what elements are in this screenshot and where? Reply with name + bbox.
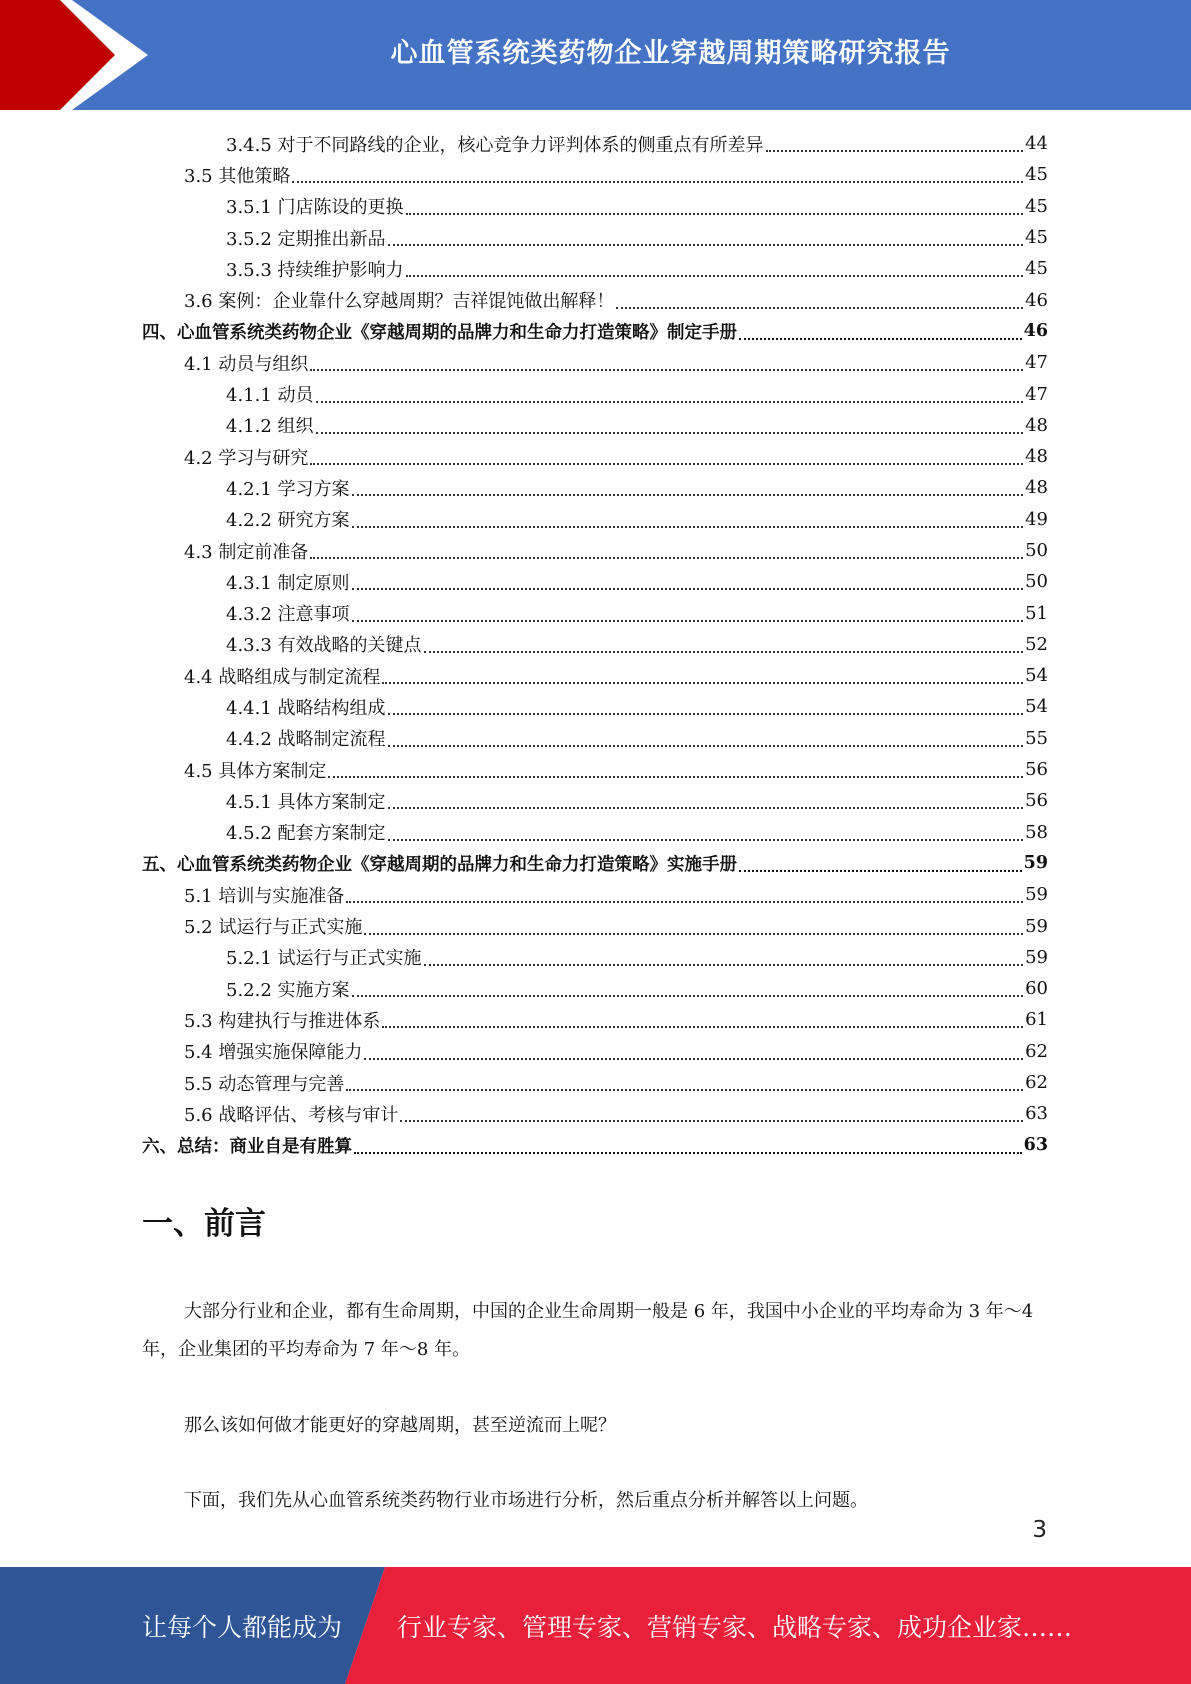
toc-entry-label: 5.6 战略评估、考核与审计 bbox=[184, 1104, 399, 1126]
footer-slogan-left: 让每个人都能成为 bbox=[142, 1612, 343, 1642]
toc-entry-page: 46 bbox=[1023, 321, 1048, 342]
toc-entry[interactable] bbox=[142, 754, 1048, 785]
toc-entry-page: 59 bbox=[1025, 915, 1048, 937]
toc-dot-leader bbox=[400, 1119, 1023, 1122]
toc-entry[interactable] bbox=[142, 159, 1048, 190]
toc-entry-label: 3.5 其他策略 bbox=[184, 165, 291, 187]
toc-entry-label: 5.3 构建执行与推进体系 bbox=[184, 1010, 381, 1032]
toc-entry[interactable] bbox=[142, 942, 1048, 973]
toc-entry-label: 4.4.1 战略结构组成 bbox=[226, 697, 386, 719]
toc-dot-leader bbox=[616, 306, 1023, 309]
toc-entry-page: 56 bbox=[1025, 790, 1048, 812]
toc-dot-leader bbox=[346, 900, 1023, 903]
toc-entry-label: 4.5.1 具体方案制定 bbox=[226, 791, 386, 813]
toc-dot-leader bbox=[310, 368, 1023, 371]
toc-entry-page: 55 bbox=[1025, 727, 1048, 749]
toc-dot-leader bbox=[354, 1151, 1022, 1154]
toc-entry-page: 50 bbox=[1025, 540, 1048, 561]
toc-entry-page: 59 bbox=[1025, 884, 1048, 906]
toc-dot-leader bbox=[424, 650, 1024, 653]
section-heading: 一、前言 bbox=[142, 1206, 266, 1242]
toc-entry[interactable] bbox=[142, 723, 1048, 754]
toc-entry-label: 4.2 学习与研究 bbox=[184, 447, 309, 469]
toc-dot-leader bbox=[406, 212, 1024, 215]
toc-dot-leader bbox=[310, 556, 1023, 559]
toc-entry-page: 63 bbox=[1025, 1103, 1048, 1125]
toc-entry-page: 45 bbox=[1025, 164, 1048, 186]
page-footer bbox=[0, 1567, 1191, 1684]
toc-entry-label: 4.1 动员与组织 bbox=[184, 353, 309, 375]
toc-entry-label: 4.5.2 配套方案制定 bbox=[226, 823, 386, 845]
toc-entry-label: 4.3.3 有效战略的关键点 bbox=[226, 635, 422, 657]
toc-entry-label: 5.1 培训与实施准备 bbox=[184, 885, 345, 907]
toc-dot-leader bbox=[739, 337, 1022, 340]
toc-entry-page: 50 bbox=[1025, 571, 1048, 593]
toc-dot-leader bbox=[388, 744, 1024, 747]
toc-dot-leader bbox=[388, 712, 1024, 715]
toc-entry-page: 48 bbox=[1025, 446, 1048, 468]
toc-entry-label: 5.2.2 实施方案 bbox=[226, 979, 350, 1001]
toc-dot-leader bbox=[328, 775, 1023, 778]
report-title: 心血管系统类药物企业穿越周期策略研究报告 bbox=[390, 37, 951, 69]
toc-entry[interactable] bbox=[142, 222, 1048, 253]
toc-entry-label: 3.4.5 对于不同路线的企业，核心竞争力评判体系的侧重点有所差异 bbox=[226, 134, 764, 156]
toc-entry[interactable] bbox=[142, 316, 1048, 347]
toc-dot-leader bbox=[766, 149, 1024, 152]
toc-entry[interactable] bbox=[142, 128, 1048, 159]
toc-entry-page: 47 bbox=[1025, 352, 1048, 374]
toc-entry-page: 47 bbox=[1025, 383, 1048, 405]
toc-entry[interactable] bbox=[142, 253, 1048, 284]
paragraph-question: 那么该如何做才能更好的穿越周期，甚至逆流而上呢？ bbox=[184, 1415, 616, 1436]
toc-dot-leader bbox=[364, 932, 1023, 935]
toc-entry[interactable] bbox=[142, 629, 1048, 660]
toc-entry-label: 4.5 具体方案制定 bbox=[184, 760, 327, 782]
toc-dot-leader bbox=[352, 493, 1024, 496]
toc-dot-leader bbox=[352, 994, 1024, 997]
footer-slogan-right: 行业专家、管理专家、营销专家、战略专家、成功企业家…… bbox=[397, 1612, 1073, 1642]
toc-dot-leader bbox=[388, 838, 1024, 841]
toc-entry-page: 63 bbox=[1023, 1135, 1048, 1156]
toc-entry-page: 45 bbox=[1025, 195, 1048, 217]
toc-entry-page: 59 bbox=[1025, 946, 1048, 968]
toc-entry[interactable] bbox=[142, 1004, 1048, 1035]
toc-entry[interactable] bbox=[142, 504, 1048, 535]
toc-entry[interactable] bbox=[142, 1067, 1048, 1098]
page-number: 3 bbox=[1032, 1517, 1047, 1543]
toc-dot-leader bbox=[406, 274, 1024, 277]
toc-entry-label: 5.5 动态管理与完善 bbox=[184, 1073, 345, 1095]
toc-entry-label: 5.2.1 试运行与正式实施 bbox=[226, 948, 422, 970]
toc-entry[interactable] bbox=[142, 785, 1048, 816]
toc-entry-label: 4.2.1 学习方案 bbox=[226, 478, 350, 500]
toc-entry-label: 六、总结：商业自是有胜算 bbox=[142, 1136, 352, 1157]
toc-entry[interactable] bbox=[142, 848, 1048, 879]
table-of-contents bbox=[142, 128, 1048, 1161]
toc-entry-label: 3.5.1 门店陈设的更换 bbox=[226, 197, 404, 219]
toc-dot-leader bbox=[382, 681, 1023, 684]
toc-dot-leader bbox=[316, 431, 1024, 434]
toc-entry[interactable] bbox=[142, 378, 1048, 409]
toc-entry[interactable] bbox=[142, 879, 1048, 910]
toc-dot-leader bbox=[316, 400, 1024, 403]
toc-dot-leader bbox=[739, 869, 1022, 872]
toc-entry-label: 4.1.2 组织 bbox=[226, 416, 314, 438]
toc-entry-label: 4.2.2 研究方案 bbox=[226, 510, 350, 532]
toc-entry[interactable] bbox=[142, 817, 1048, 848]
page-header bbox=[0, 0, 1191, 110]
toc-dot-leader bbox=[388, 806, 1024, 809]
toc-entry-label: 4.3 制定前准备 bbox=[184, 541, 309, 563]
toc-entry[interactable] bbox=[142, 472, 1048, 503]
toc-entry[interactable] bbox=[142, 347, 1048, 378]
toc-entry-label: 3.5.3 持续维护影响力 bbox=[226, 259, 404, 281]
toc-dot-leader bbox=[346, 1088, 1023, 1091]
toc-entry-page: 59 bbox=[1023, 853, 1048, 874]
toc-entry[interactable] bbox=[142, 910, 1048, 941]
toc-entry[interactable] bbox=[142, 597, 1048, 628]
toc-entry-label: 5.4 增强实施保障能力 bbox=[184, 1042, 363, 1064]
toc-entry-page: 61 bbox=[1025, 1009, 1048, 1031]
toc-entry[interactable] bbox=[142, 191, 1048, 222]
toc-entry[interactable] bbox=[142, 410, 1048, 441]
toc-entry-page: 52 bbox=[1025, 633, 1048, 655]
toc-entry[interactable] bbox=[142, 1098, 1048, 1129]
toc-entry-page: 48 bbox=[1025, 414, 1048, 436]
toc-entry-page: 46 bbox=[1025, 289, 1048, 311]
toc-entry-page: 54 bbox=[1025, 665, 1048, 687]
toc-entry-label: 3.5.2 定期推出新品 bbox=[226, 228, 386, 250]
paragraph-plan: 下面，我们先从心血管系统类药物行业市场进行分析，然后重点分析并解答以上问题。 bbox=[184, 1490, 868, 1511]
toc-entry[interactable] bbox=[142, 441, 1048, 472]
toc-entry-label: 4.1.1 动员 bbox=[226, 385, 314, 407]
toc-entry[interactable] bbox=[142, 535, 1048, 566]
toc-entry-page: 49 bbox=[1025, 508, 1048, 530]
toc-entry-page: 45 bbox=[1025, 258, 1048, 280]
toc-dot-leader bbox=[388, 243, 1024, 246]
toc-entry[interactable] bbox=[142, 973, 1048, 1004]
toc-dot-leader bbox=[292, 180, 1023, 183]
toc-entry-label: 五、心血管系统类药物企业《穿越周期的品牌力和生命力打造策略》实施手册 bbox=[142, 854, 737, 875]
toc-entry-page: 58 bbox=[1025, 821, 1048, 843]
toc-entry-page: 56 bbox=[1025, 759, 1048, 781]
toc-dot-leader bbox=[424, 963, 1024, 966]
toc-entry-label: 4.3.1 制定原则 bbox=[226, 572, 350, 594]
toc-dot-leader bbox=[352, 587, 1024, 590]
toc-entry-page: 45 bbox=[1025, 227, 1048, 249]
toc-dot-leader bbox=[310, 462, 1023, 465]
toc-dot-leader bbox=[382, 1025, 1023, 1028]
toc-entry-label: 3.6 案例：企业靠什么穿越周期？吉祥馄饨做出解释！ bbox=[184, 291, 615, 313]
toc-entry-page: 54 bbox=[1025, 696, 1048, 718]
toc-dot-leader bbox=[352, 619, 1024, 622]
toc-entry-label: 4.4.2 战略制定流程 bbox=[226, 729, 386, 751]
toc-entry[interactable] bbox=[142, 566, 1048, 597]
toc-dot-leader bbox=[364, 1057, 1023, 1060]
toc-entry-page: 62 bbox=[1025, 1072, 1048, 1094]
toc-dot-leader bbox=[352, 525, 1024, 528]
toc-entry-label: 四、心血管系统类药物企业《穿越周期的品牌力和生命力打造策略》制定手册 bbox=[142, 322, 737, 343]
paragraph-lifecycle: 大部分行业和企业，都有生命周期，中国的企业生命周期一般是 6 年，我国中小企业的平均寿命为 3 年～4 年，企业集团的平均寿命为 7 年～8 年。 bbox=[142, 1301, 1034, 1360]
toc-entry-page: 51 bbox=[1025, 602, 1048, 624]
toc-entry-label: 4.4 战略组成与制定流程 bbox=[184, 666, 381, 688]
toc-entry[interactable] bbox=[142, 284, 1048, 315]
toc-entry-label: 4.3.2 注意事项 bbox=[226, 604, 350, 626]
toc-entry[interactable] bbox=[142, 660, 1048, 691]
toc-entry-label: 5.2 试运行与正式实施 bbox=[184, 917, 363, 939]
toc-entry-page: 44 bbox=[1025, 133, 1048, 155]
toc-entry[interactable] bbox=[142, 1036, 1048, 1067]
toc-entry[interactable] bbox=[142, 691, 1048, 722]
toc-entry-page: 62 bbox=[1025, 1040, 1048, 1062]
toc-entry-page: 48 bbox=[1025, 477, 1048, 499]
toc-entry[interactable] bbox=[142, 1130, 1048, 1161]
toc-entry-page: 60 bbox=[1025, 978, 1048, 1000]
